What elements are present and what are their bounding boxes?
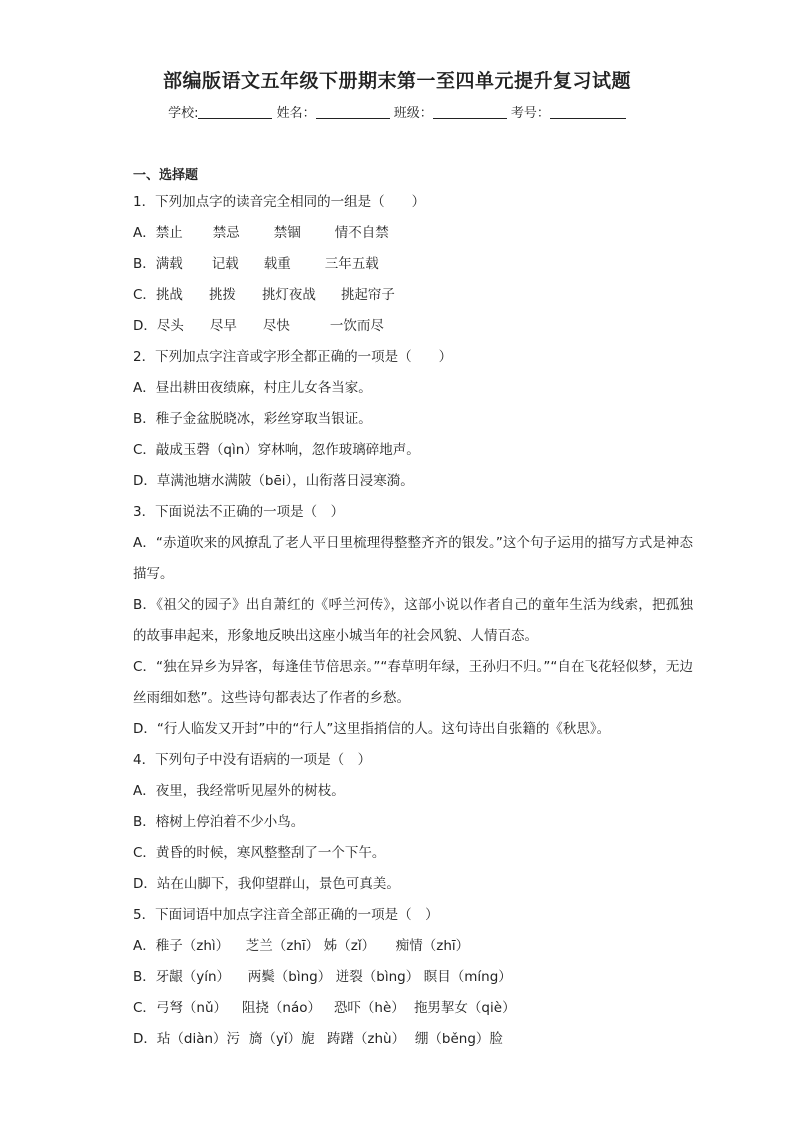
question-3-option-d[interactable]: D．“行人临发又开封”中的“行人”这里指捎信的人。这句诗出自张籍的《秋思》。: [133, 721, 611, 737]
question-5-option-a[interactable]: [133, 931, 693, 962]
option-word: 弓弩（nǔ）: [155, 1000, 228, 1016]
question-3-option-b[interactable]: B．《祖父的园子》出自萧红的《呼兰河传》，这部小说以作者自己的童年生活为线索，把孤独的故事串起来，形象地反映出这座小城当年的社会风貌、人情百态。: [133, 597, 693, 644]
option-word: 情不自禁: [334, 225, 389, 241]
option-word: 禁锢: [273, 225, 301, 241]
exam-number-blank[interactable]: [550, 104, 626, 119]
option-word: 满载: [155, 256, 183, 272]
option-word: 玷（diàn）污: [156, 1031, 241, 1047]
question-3-option-a[interactable]: A．“赤道吹来的风撩乱了老人平日里梳理得整整齐齐的银发。”这个句子运用的描写方式是神态描写。: [133, 535, 693, 582]
question-5-stem: 5．下面词语中加点字注音全部正确的一项是（ ）: [133, 907, 439, 923]
question-4-option-d[interactable]: D．站在山脚下，我仰望群山，景色可真美。: [133, 876, 400, 892]
option-word: 阻挠（náo）: [241, 1000, 322, 1016]
question-1-option-d[interactable]: [133, 311, 693, 342]
question-2-option-d[interactable]: D．草满池塘水满陂（bēi），山衔落日浸寒漪。: [133, 473, 414, 489]
option-word: 挑拨: [208, 287, 236, 303]
school-blank[interactable]: [198, 104, 272, 119]
option-word: 挑灯夜战: [261, 287, 316, 303]
option-word: 挑战: [155, 287, 183, 303]
exam-number-label: 考号：: [510, 106, 550, 121]
question-2-stem: 2．下列加点字注音或字形全都正确的一项是（ ）: [133, 349, 453, 365]
question-4-option-c[interactable]: C．黄昏的时候，寒风整整刮了一个下午。: [133, 845, 386, 861]
class-blank[interactable]: [433, 104, 507, 119]
option-letter: B．: [133, 969, 156, 985]
question-4-option-a[interactable]: A．夜里，我经常听见屋外的树枝。: [133, 783, 345, 799]
option-word: 瞑目（míng）: [423, 969, 512, 985]
option-word: 载重: [263, 256, 291, 272]
option-word: 绷（běng）脸: [414, 1031, 503, 1047]
exam-content: [133, 164, 693, 1055]
option-word: 尽头: [156, 318, 184, 334]
option-word: 禁止: [155, 225, 183, 241]
option-letter: A．: [133, 938, 156, 954]
student-info-row: [0, 102, 794, 121]
question-5-option-d[interactable]: [133, 1024, 693, 1055]
option-word: 姊（zǐ）: [323, 938, 376, 954]
option-word: 禁忌: [212, 225, 240, 241]
question-1-stem: 1．下列加点字的读音完全相同的一组是（ ）: [133, 194, 426, 210]
option-letter: D．: [133, 1031, 157, 1047]
question-1-option-c[interactable]: [133, 280, 693, 311]
option-word: 迸裂（bìng）: [335, 969, 420, 985]
class-label: 班级：: [393, 106, 433, 121]
option-letter: C．: [133, 1000, 156, 1016]
option-letter: C．: [133, 287, 156, 303]
question-4-stem: 4．下列句子中没有语病的一项是（ ）: [133, 752, 372, 768]
option-word: 恐吓（hè）: [333, 1000, 405, 1016]
option-word: 旖（yǐ）旎: [248, 1031, 315, 1047]
option-word: 两鬓（bìng）: [247, 969, 332, 985]
question-3-option-c[interactable]: C．“独在异乡为异客，每逢佳节倍思亲。”“春草明年绿，王孙归不归。”“自在飞花轻似梦，无边丝雨细如愁”。这些诗句都表达了作者的乡愁。: [133, 659, 693, 706]
school-label: 学校:: [168, 106, 199, 121]
question-2-option-b[interactable]: B．稚子金盆脱晓冰，彩丝穿取当银证。: [133, 411, 372, 427]
question-5-option-b[interactable]: [133, 962, 693, 993]
question-1-option-a[interactable]: [133, 218, 693, 249]
question-3-stem: 3．下面说法不正确的一项是（ ）: [133, 504, 345, 520]
option-word: 芝兰（zhī）: [245, 938, 320, 954]
option-word: 挑起帘子: [340, 287, 395, 303]
option-word: 三年五载: [324, 256, 379, 272]
option-word: 尽早: [209, 318, 237, 334]
name-blank[interactable]: [316, 104, 390, 119]
page-title: 部编版语文五年级下册期末第一至四单元提升复习试题: [162, 70, 631, 92]
question-2-option-c[interactable]: C．敲成玉磬（qìn）穿林响，忽作玻璃碎地声。: [133, 442, 420, 458]
question-1-option-b[interactable]: [133, 249, 693, 280]
section-heading: 一、选择题: [133, 168, 199, 183]
option-word: 拖男挈女（qiè）: [413, 1000, 516, 1016]
option-word: 尽快: [262, 318, 290, 334]
option-letter: B．: [133, 256, 156, 272]
question-4-option-b[interactable]: B．榕树上停泊着不少小鸟。: [133, 814, 305, 830]
option-letter: D．: [133, 318, 157, 334]
option-word: 牙龈（yín）: [155, 969, 231, 985]
question-2-option-a[interactable]: A．昼出耕田夜绩麻，村庄儿女各当家。: [133, 380, 372, 396]
option-word: 稚子（zhì）: [155, 938, 230, 954]
question-5-option-c[interactable]: [133, 993, 693, 1024]
option-letter: A．: [133, 225, 156, 241]
option-word: 痴情（zhī）: [395, 938, 470, 954]
name-label: 姓名：: [276, 106, 316, 121]
option-word: 一饮而尽: [329, 318, 384, 334]
option-word: 记载: [211, 256, 239, 272]
option-word: 踌躇（zhù）: [326, 1031, 406, 1047]
